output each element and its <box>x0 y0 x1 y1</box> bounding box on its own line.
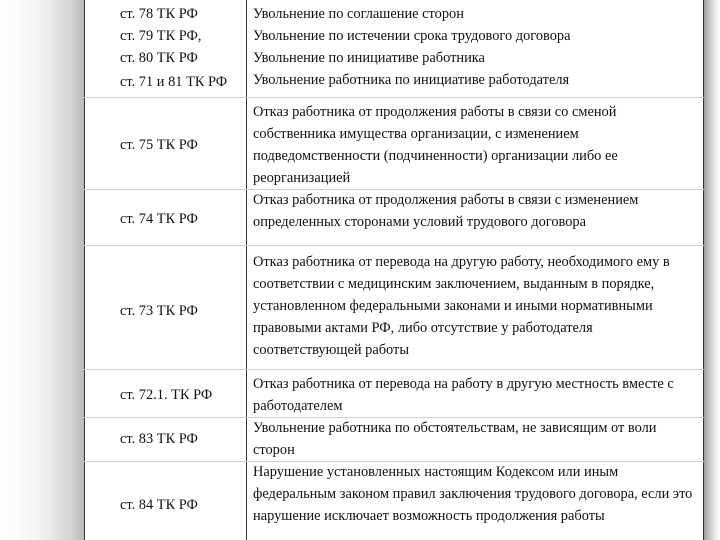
row-divider <box>84 369 704 370</box>
reason-cell: Отказ работника от перевода на другую работу, необходимого ему в соответствии с медицинским заключением, выданным в порядке, установленном федеральными законами и иными нормативными правовыми актами РФ, либо отсутствие у работодателя соответствующей работы <box>253 254 670 358</box>
reason-cell: Увольнение работника по обстоятельствам, не зависящим от воли сторон <box>253 420 657 458</box>
table-border-left <box>84 0 85 540</box>
article-cell: ст. 75 ТК РФ <box>120 137 198 153</box>
reason-cell: Увольнение по истечении срока трудового договора <box>253 28 571 44</box>
row-divider <box>84 245 704 246</box>
article-cell: ст. 71 и 81 ТК РФ <box>120 74 228 90</box>
article-cell: ст. 80 ТК РФ <box>120 50 198 66</box>
article-cell: ст. 84 ТК РФ <box>120 497 198 513</box>
left-shadow-band <box>0 0 84 540</box>
right-shadow-band <box>704 0 720 540</box>
row-divider <box>84 97 704 98</box>
reason-cell: Отказ работника от перевода на работу в другую местность вместе с работодателем <box>253 376 674 414</box>
article-cell: ст. 78 ТК РФ <box>120 6 198 22</box>
reason-cell: Отказ работника от продолжения работы в связи со сменой собственника имущества организации, с изменением подведомственности (подчиненности) организации либо ее реорганизацией <box>253 104 618 186</box>
reason-cell: Увольнение по инициативе работника <box>253 50 485 66</box>
reason-cell: Увольнение работника по инициативе работодателя <box>253 72 570 88</box>
table-border-right <box>703 0 704 540</box>
reason-cell: Отказ работника от продолжения работы в связи с изменением определенных сторонами условий трудового договора <box>253 192 639 230</box>
reason-cell: Нарушение установленных настоящим Кодексом или иным федеральным законом правил заключения трудового договора, если это нарушение исключает возможность продолжения работы <box>253 464 693 524</box>
article-cell: ст. 73 ТК РФ <box>120 303 198 319</box>
article-cell: ст. 72.1. ТК РФ <box>120 387 213 403</box>
article-cell: ст. 83 ТК РФ <box>120 431 198 447</box>
article-cell: ст. 74 ТК РФ <box>120 211 198 227</box>
article-cell: ст. 79 ТК РФ, <box>120 28 202 44</box>
reason-cell: Увольнение по соглашение сторон <box>253 6 464 22</box>
column-divider <box>246 0 247 540</box>
